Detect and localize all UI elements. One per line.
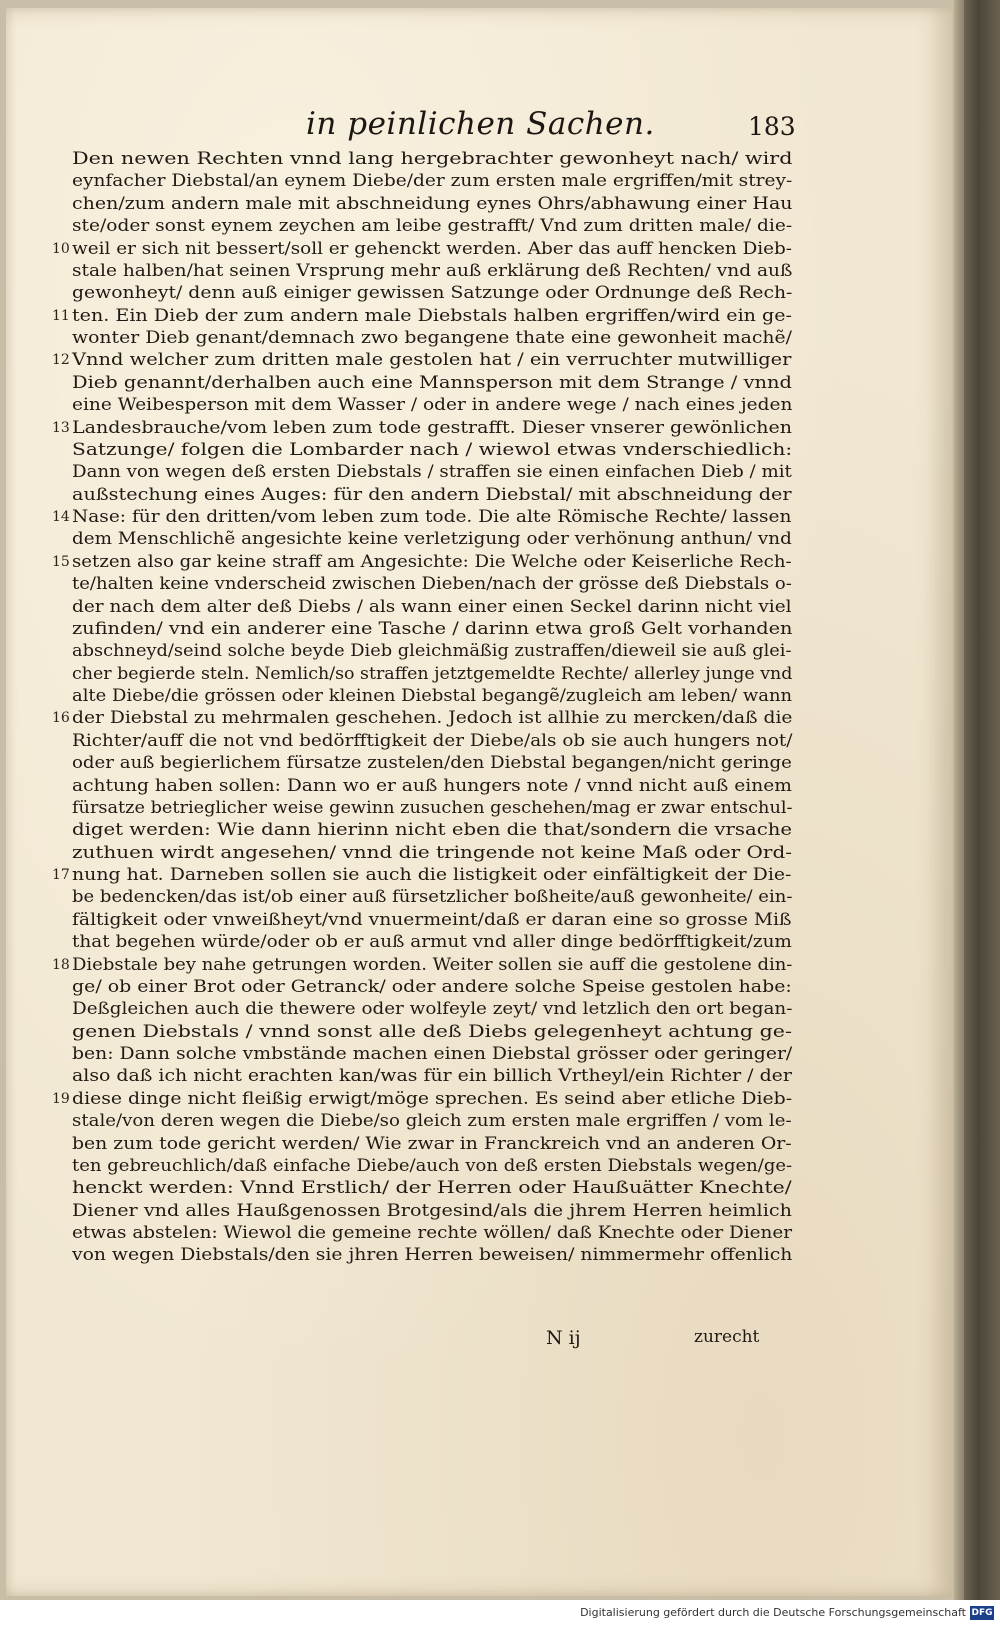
text-line xyxy=(72,618,792,640)
text-line xyxy=(72,1133,792,1155)
line-text: zuthuen wirdt angesehen/ vnnd die tringende not keine Maß oder Ord- xyxy=(72,842,793,862)
line-text: ben: Dann solche vmbstände machen einen Diebstal grösser oder geringer/ xyxy=(72,1044,793,1063)
page-number: 183 xyxy=(748,112,796,141)
line-text: fältigkeit oder vnweißheyt/vnd vnuermeint/daß er daran eine so grosse Miß xyxy=(72,909,792,929)
line-text: Dieb genannt/derhalben auch eine Mannsperson mit dem Strange / vnnd xyxy=(72,372,792,392)
text-line xyxy=(72,1155,792,1177)
marginal-number: 18 xyxy=(52,956,70,973)
text-line xyxy=(72,596,792,618)
catchword: zurecht xyxy=(694,1327,760,1347)
line-text: Dann von wegen deß ersten Diebstals / straffen sie einen einfachen Dieb / mit xyxy=(72,462,792,482)
text-line xyxy=(72,1177,792,1199)
text-line xyxy=(72,1021,792,1043)
line-text: ste/oder sonst eynem zeychen am leibe gestrafft/ Vnd zum dritten male/ die- xyxy=(72,216,793,236)
credit-bar xyxy=(0,1600,1000,1626)
line-text: te/halten keine vnderscheid zwischen Dieben/nach der grösse deß Diebstals o- xyxy=(72,574,792,594)
line-text: zufinden/ vnd ein anderer eine Tasche / darinn etwa groß Gelt vorhanden xyxy=(72,618,793,638)
text-line xyxy=(72,193,792,215)
line-text: also daß ich nicht erachten kan/was für ein billich Vrtheyl/ein Richter / der xyxy=(72,1066,792,1086)
marginal-number: 17 xyxy=(52,867,70,883)
text-line xyxy=(72,260,792,282)
text-line xyxy=(72,909,792,931)
signature-mark: N ij xyxy=(546,1327,581,1349)
line-text: weil er sich nit bessert/soll er gehenckt werden. Aber das auff hencken Dieb- xyxy=(72,238,793,258)
marginal-number: 19 xyxy=(52,1090,70,1107)
line-text: fürsatze betrieglicher weise gewinn zusuchen geschehen/mag er zwar entschul- xyxy=(72,797,793,817)
marginal-number: 12 xyxy=(52,352,70,369)
line-text: henckt werden: Vnnd Erstlich/ der Herren oder Haußuätter Knechte/ xyxy=(72,1178,792,1198)
line-text: außstechung eines Auges: für den andern Diebstal/ mit abschneidung der xyxy=(72,484,792,504)
line-text: stale/von deren wegen die Diebe/so gleich zum ersten male ergriffen / vom le- xyxy=(72,1111,792,1131)
text-line xyxy=(72,1200,792,1222)
text-line xyxy=(52,551,792,573)
text-line xyxy=(72,931,792,953)
line-text: dem Menschlichẽ angesichte keine verletzigung oder verhönung anthun/ vnd xyxy=(72,529,792,549)
book-page xyxy=(6,8,952,1596)
dfg-logo: DFG xyxy=(971,1608,993,1618)
line-text: etwas abstelen: Wiewol die gemeine rechte wöllen/ daß Knechte oder Diener xyxy=(72,1223,793,1242)
line-text: oder auß begierlichem fürsatze zustelen/den Diebstal begangen/nicht geringe xyxy=(72,753,792,773)
line-text: Vnnd welcher zum dritten male gestolen hat / ein verruchter mutwilliger xyxy=(72,350,792,370)
credit-text: Digitalisierung gefördert durch die Deutsche Forschungsgemeinschaft xyxy=(580,1606,966,1619)
text-line xyxy=(72,327,792,349)
line-text: setzen also gar keine straff am Angesichte: Die Welche oder Keiserliche Rech- xyxy=(72,551,792,571)
line-text: abschneyd/seind solche beyde Dieb gleichmäßig zustraffen/dieweil sie auß glei- xyxy=(72,641,792,661)
page-header xyxy=(6,106,952,146)
line-text: ten gebreuchlich/daß einfache Diebe/auch von deß ersten Diebstals wegen/ge- xyxy=(72,1155,793,1175)
text-line xyxy=(52,305,792,327)
line-text: ge/ ob einer Brot oder Getranck/ oder andere solche Speise gestolen habe: xyxy=(72,976,792,996)
text-line xyxy=(72,528,792,550)
text-line xyxy=(72,640,792,662)
line-text: Landesbrauche/vom leben zum tode gestrafft. Dieser vnserer gewönlichen xyxy=(72,417,793,437)
line-text: alte Diebe/die grössen oder kleinen Diebstal begangẽ/zugleich am leben/ wann xyxy=(72,686,793,705)
marginal-number: 13 xyxy=(52,419,70,436)
line-text: Diebstale bey nahe getrungen worden. Weiter sollen sie auff die gestolene din- xyxy=(72,954,793,974)
text-line xyxy=(52,417,793,439)
line-text: be bedencken/das ist/ob einer auß fürsetzlicher boßheite/auß gewonheite/ ein- xyxy=(72,887,793,907)
line-text: cher begierde steln. Nemlich/so straffen jetztgemeldte Rechte/ allerley junge vnd xyxy=(72,663,793,683)
text-line xyxy=(72,439,792,461)
marginal-number: 14 xyxy=(52,509,70,525)
text-line xyxy=(52,864,792,886)
line-text: Diener vnd alles Haußgenossen Brotgesind/als die jhrem Herren heimlich xyxy=(72,1200,792,1220)
marginal-number: 16 xyxy=(52,710,70,727)
text-line xyxy=(72,685,792,707)
line-text: gewonheyt/ denn auß einiger gewissen Satzunge oder Ordnunge deß Rech- xyxy=(72,283,793,303)
text-line xyxy=(72,1065,792,1087)
text-line xyxy=(72,1222,792,1244)
text-line xyxy=(72,842,792,864)
line-text: Nase: für den dritten/vom leben zum tode. Die alte Römische Rechte/ lassen xyxy=(72,507,792,526)
text-line xyxy=(72,976,792,998)
line-text: Deßgleichen auch die thewere oder wolfeyle zeyt/ vnd letzlich den ort began- xyxy=(72,999,793,1019)
book-binding xyxy=(964,0,1000,1600)
line-text: genen Diebstals / vnnd sonst alle deß Diebs gelegenheyt achtung ge- xyxy=(72,1021,792,1041)
text-line xyxy=(72,752,792,774)
text-line xyxy=(72,573,792,595)
text-line xyxy=(52,506,792,528)
line-text: der Diebstal zu mehrmalen geschehen. Jedoch ist allhie zu mercken/daß die xyxy=(72,708,793,728)
text-line xyxy=(72,215,792,237)
text-line xyxy=(72,998,792,1020)
line-text: Den newen Rechten vnnd lang hergebrachter gewonheyt nach/ wird xyxy=(72,149,793,168)
marginal-number: 15 xyxy=(52,553,70,570)
text-line xyxy=(72,1043,792,1065)
text-line xyxy=(72,1110,792,1132)
line-text: diese dinge nicht fleißig erwigt/möge sprechen. Es seind aber etliche Dieb- xyxy=(72,1088,793,1108)
text-line xyxy=(72,886,792,908)
text-line xyxy=(72,730,792,752)
text-line xyxy=(52,1088,793,1110)
book-edge xyxy=(954,0,964,1600)
line-text: eine Weibesperson mit dem Wasser / oder in andere wege / nach eines jeden xyxy=(72,395,793,415)
text-line xyxy=(72,819,792,841)
text-line xyxy=(72,797,792,819)
text-line xyxy=(72,461,792,483)
text-body xyxy=(52,148,793,1267)
text-line xyxy=(52,349,792,371)
line-text: Richter/auff die not vnd bedörfftigkeit der Diebe/als ob sie auch hungers not/ xyxy=(72,730,793,750)
line-text: eynfacher Diebstal/an eynem Diebe/der zum ersten male ergriffen/mit strey- xyxy=(72,171,793,191)
running-title: in peinlichen Sachen. xyxy=(306,106,655,142)
line-text: ben zum tode gericht werden/ Wie zwar in Franckreich vnd an anderen Or- xyxy=(72,1133,792,1153)
line-text: wonter Dieb genant/demnach zwo begangene thate eine gewonheit machẽ/ xyxy=(72,328,793,347)
page-footer xyxy=(6,1327,952,1353)
text-line xyxy=(72,170,792,192)
text-line xyxy=(72,372,792,394)
line-text: von wegen Diebstals/den sie jhren Herren beweisen/ nimmermehr offenlich xyxy=(72,1245,793,1265)
text-line xyxy=(72,775,792,797)
line-text: stale halben/hat seinen Vrsprung mehr auß erklärung deß Rechten/ vnd auß xyxy=(72,260,793,280)
marginal-number: 10 xyxy=(52,240,70,257)
text-line xyxy=(52,954,793,976)
text-line xyxy=(72,148,792,170)
text-line xyxy=(72,282,792,304)
marginal-number: 11 xyxy=(52,307,70,324)
text-line xyxy=(72,484,792,506)
line-text: chen/zum andern male mit abschneidung eynes Ohrs/abhawung einer Hau xyxy=(72,193,793,213)
line-text: ten. Ein Dieb der zum andern male Diebstals halben ergriffen/wird ein ge- xyxy=(72,305,792,325)
line-text: Satzunge/ folgen die Lombarder nach / wiewol etwas vnderschiedlich: xyxy=(72,439,793,459)
line-text: achtung haben sollen: Dann wo er auß hungers note / vnnd nicht auß einem xyxy=(72,775,792,795)
text-line xyxy=(72,394,792,416)
text-line xyxy=(72,1244,792,1266)
line-text: nung hat. Darneben sollen sie auch die listigkeit oder einfältigkeit der Die- xyxy=(72,865,792,884)
text-line xyxy=(72,663,792,685)
line-text: that begehen würde/oder ob er auß armut vnd aller dinge bedörfftigkeit/zum xyxy=(72,932,792,952)
text-line xyxy=(52,707,793,729)
text-line xyxy=(52,238,793,260)
line-text: diget werden: Wie dann hierinn nicht eben die that/sondern die vrsache xyxy=(72,820,793,840)
line-text: der nach dem alter deß Diebs / als wann einer einen Seckel darinn nicht viel xyxy=(72,596,792,616)
